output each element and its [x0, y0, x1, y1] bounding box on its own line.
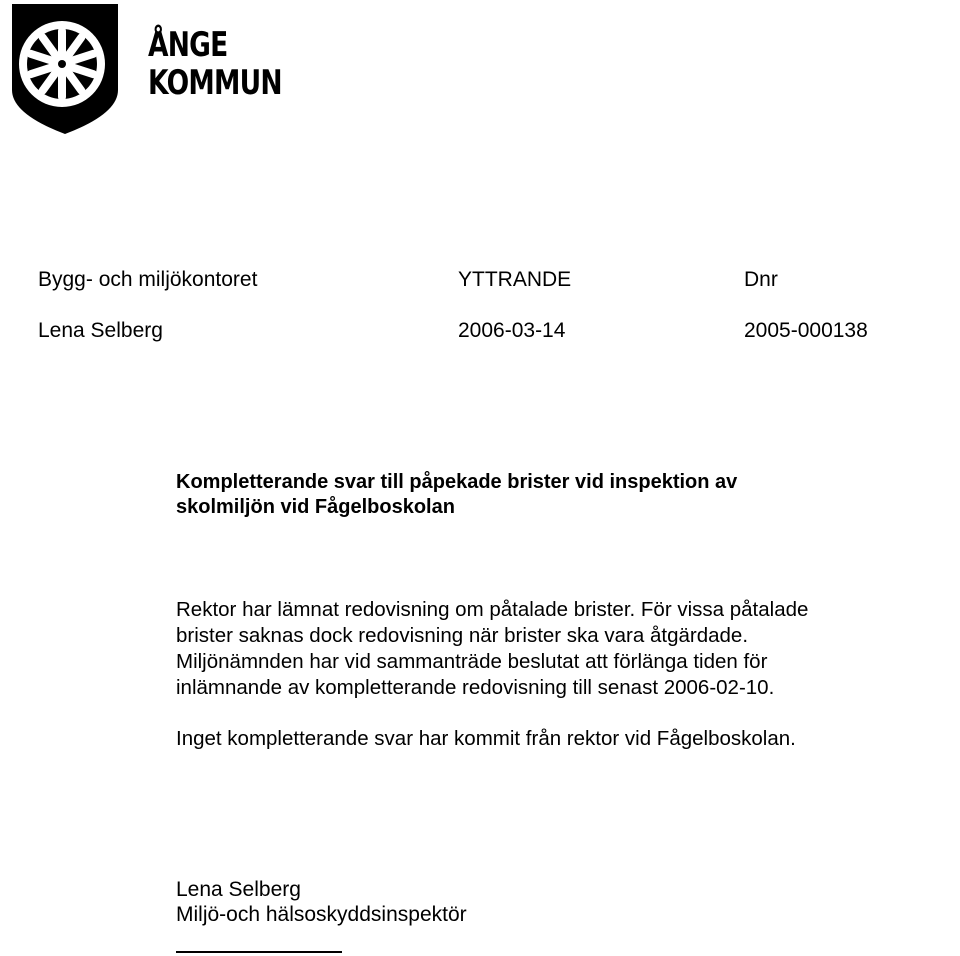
dnr-label: Dnr — [744, 268, 778, 291]
signature-role: Miljö-och hälsoskyddsinspektör — [176, 903, 467, 926]
body-paragraph-1 — [176, 597, 960, 701]
logo-line-1: ÅNGE — [148, 25, 228, 65]
signature-block — [176, 877, 467, 927]
author-name: Lena Selberg — [38, 319, 163, 342]
dnr-number: 2005-000138 — [744, 319, 868, 342]
municipality-name — [148, 26, 282, 102]
signature-line — [176, 951, 342, 953]
title-line-2: skolmiljön vid Fågelboskolan — [176, 496, 455, 518]
logo-line-2: KOMMUN — [148, 63, 282, 103]
paragraph-line: brister saknas dock redovisning när brister ska vara åtgärdade. — [176, 624, 749, 647]
document-date: 2006-03-14 — [458, 319, 566, 342]
title-line-1: Kompletterande svar till påpekade brister vid inspektion av — [176, 471, 738, 493]
paragraph-line: inlämnande av kompletterande redovisning till senast 2006-02-10. — [176, 676, 775, 699]
paragraph-line: Miljönämnden har vid sammanträde beslutat att förlänga tiden för — [176, 650, 768, 673]
document-title — [176, 470, 737, 520]
signature-name: Lena Selberg — [176, 878, 301, 901]
paragraph-line: Rektor har lämnat redovisning om påtalade brister. För vissa påtalade — [176, 598, 809, 621]
department-name: Bygg- och miljökontoret — [38, 268, 258, 291]
body-paragraph-2: Inget kompletterande svar har kommit från rektor vid Fågelboskolan. — [176, 727, 796, 750]
municipality-crest-icon — [8, 2, 122, 136]
document-type: YTTRANDE — [458, 268, 572, 291]
